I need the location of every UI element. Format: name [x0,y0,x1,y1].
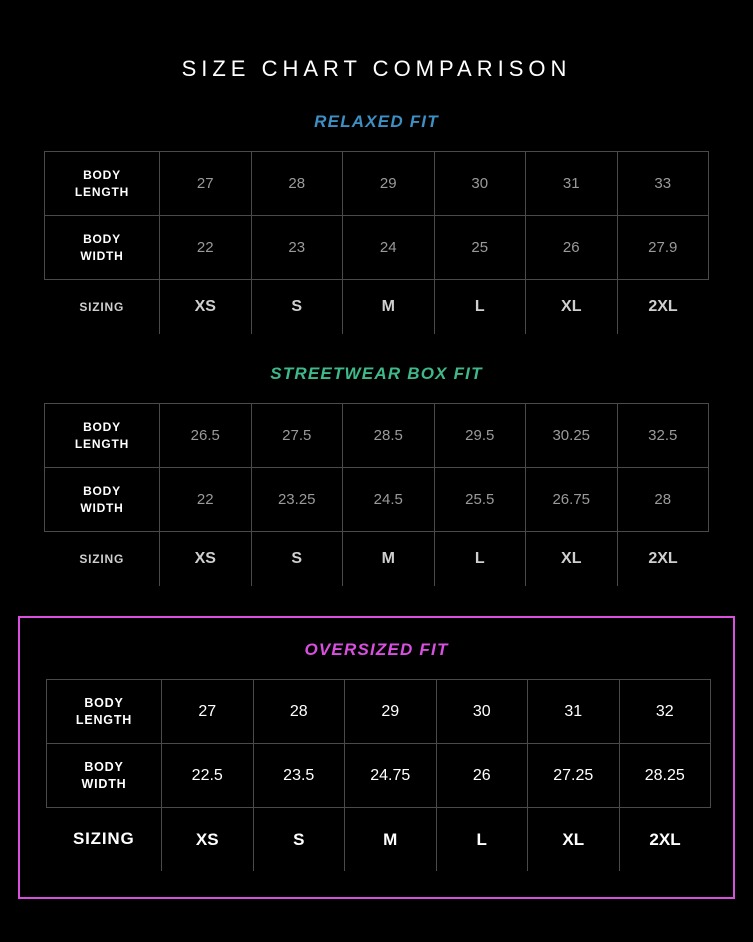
cell-value: 32 [619,680,711,744]
cell-value: 26 [526,216,618,280]
cell-value: 30 [434,152,526,216]
cell-value: 23.5 [253,744,345,808]
cell-size: XS [160,280,252,335]
section-streetwear-box-fit [0,364,753,586]
cell-size: XL [526,280,618,335]
row-label-line2: WIDTH [80,248,124,263]
cell-size: 2XL [619,808,711,872]
cell-value: 29 [345,680,437,744]
row-label-line1: BODY [83,168,121,183]
cell-value: 24.5 [343,468,435,532]
cell-value: 27.25 [528,744,620,808]
row-label-body-width [45,468,160,532]
section-title-relaxed-fit: RELAXED FIT [314,112,439,131]
row-label-line1: BODY [83,232,121,247]
cell-size: S [253,808,345,872]
cell-value: 27.9 [617,216,709,280]
cell-size: S [251,280,343,335]
chart-wrap-streetwear-box-fit [0,403,753,586]
section-oversized-fit [18,616,735,899]
cell-value: 26 [436,744,528,808]
chart-wrap-relaxed-fit [0,151,753,334]
cell-value: 27 [160,152,252,216]
table-row [45,404,709,468]
cell-value: 25.5 [434,468,526,532]
row-label-sizing: SIZING [45,280,160,335]
row-label-line1: BODY [84,759,124,774]
cell-value: 27.5 [251,404,343,468]
cell-size: XL [528,808,620,872]
cell-value: 29.5 [434,404,526,468]
size-table-oversized-fit [46,679,711,871]
row-label-line1: BODY [83,420,121,435]
cell-value: 28 [617,468,709,532]
cell-size: L [436,808,528,872]
cell-size: L [434,532,526,587]
cell-size: M [343,280,435,335]
size-table-streetwear-box-fit [44,403,709,586]
cell-value: 23.25 [251,468,343,532]
cell-value: 28.25 [619,744,711,808]
cell-size: M [343,532,435,587]
row-label-line2: LENGTH [75,712,133,727]
section-title-oversized-fit: OVERSIZED FIT [304,640,449,659]
cell-size: L [434,280,526,335]
table-row [45,152,709,216]
cell-value: 22.5 [162,744,254,808]
row-label-line2: WIDTH [81,776,127,791]
cell-value: 30 [436,680,528,744]
cell-value: 22 [160,468,252,532]
table-row [47,744,711,808]
cell-size: M [345,808,437,872]
section-title-streetwear-box-fit: STREETWEAR BOX FIT [270,364,483,383]
cell-size: 2XL [617,280,709,335]
row-label-sizing: SIZING [47,808,162,872]
cell-value: 33 [617,152,709,216]
cell-value: 23 [251,216,343,280]
table-row-sizing [45,280,709,335]
cell-value: 24 [343,216,435,280]
cell-value: 31 [528,680,620,744]
cell-value: 30.25 [526,404,618,468]
cell-value: 27 [162,680,254,744]
table-row [45,216,709,280]
row-label-body-length [45,152,160,216]
cell-value: 28 [251,152,343,216]
row-label-body-width [47,744,162,808]
row-label-line2: LENGTH [74,436,130,451]
cell-value: 28 [253,680,345,744]
row-label-line2: WIDTH [80,500,124,515]
cell-size: XS [162,808,254,872]
row-label-sizing: SIZING [45,532,160,587]
size-table-relaxed-fit [44,151,709,334]
cell-size: S [251,532,343,587]
row-label-body-length [45,404,160,468]
cell-size: XL [526,532,618,587]
section-relaxed-fit [0,112,753,334]
row-label-body-length [47,680,162,744]
cell-value: 31 [526,152,618,216]
table-row-sizing [47,808,711,872]
row-label-line1: BODY [83,484,121,499]
cell-value: 25 [434,216,526,280]
cell-value: 28.5 [343,404,435,468]
cell-value: 29 [343,152,435,216]
row-label-line2: LENGTH [74,184,130,199]
cell-size: XS [160,532,252,587]
chart-wrap-oversized-fit [20,679,733,871]
cell-value: 26.5 [160,404,252,468]
cell-value: 32.5 [617,404,709,468]
table-row [45,468,709,532]
cell-value: 22 [160,216,252,280]
table-row [47,680,711,744]
row-label-body-width [45,216,160,280]
table-row-sizing [45,532,709,587]
page-title: SIZE CHART COMPARISON [181,56,572,81]
row-label-line1: BODY [84,695,124,710]
cell-size: 2XL [617,532,709,587]
cell-value: 24.75 [345,744,437,808]
cell-value: 26.75 [526,468,618,532]
